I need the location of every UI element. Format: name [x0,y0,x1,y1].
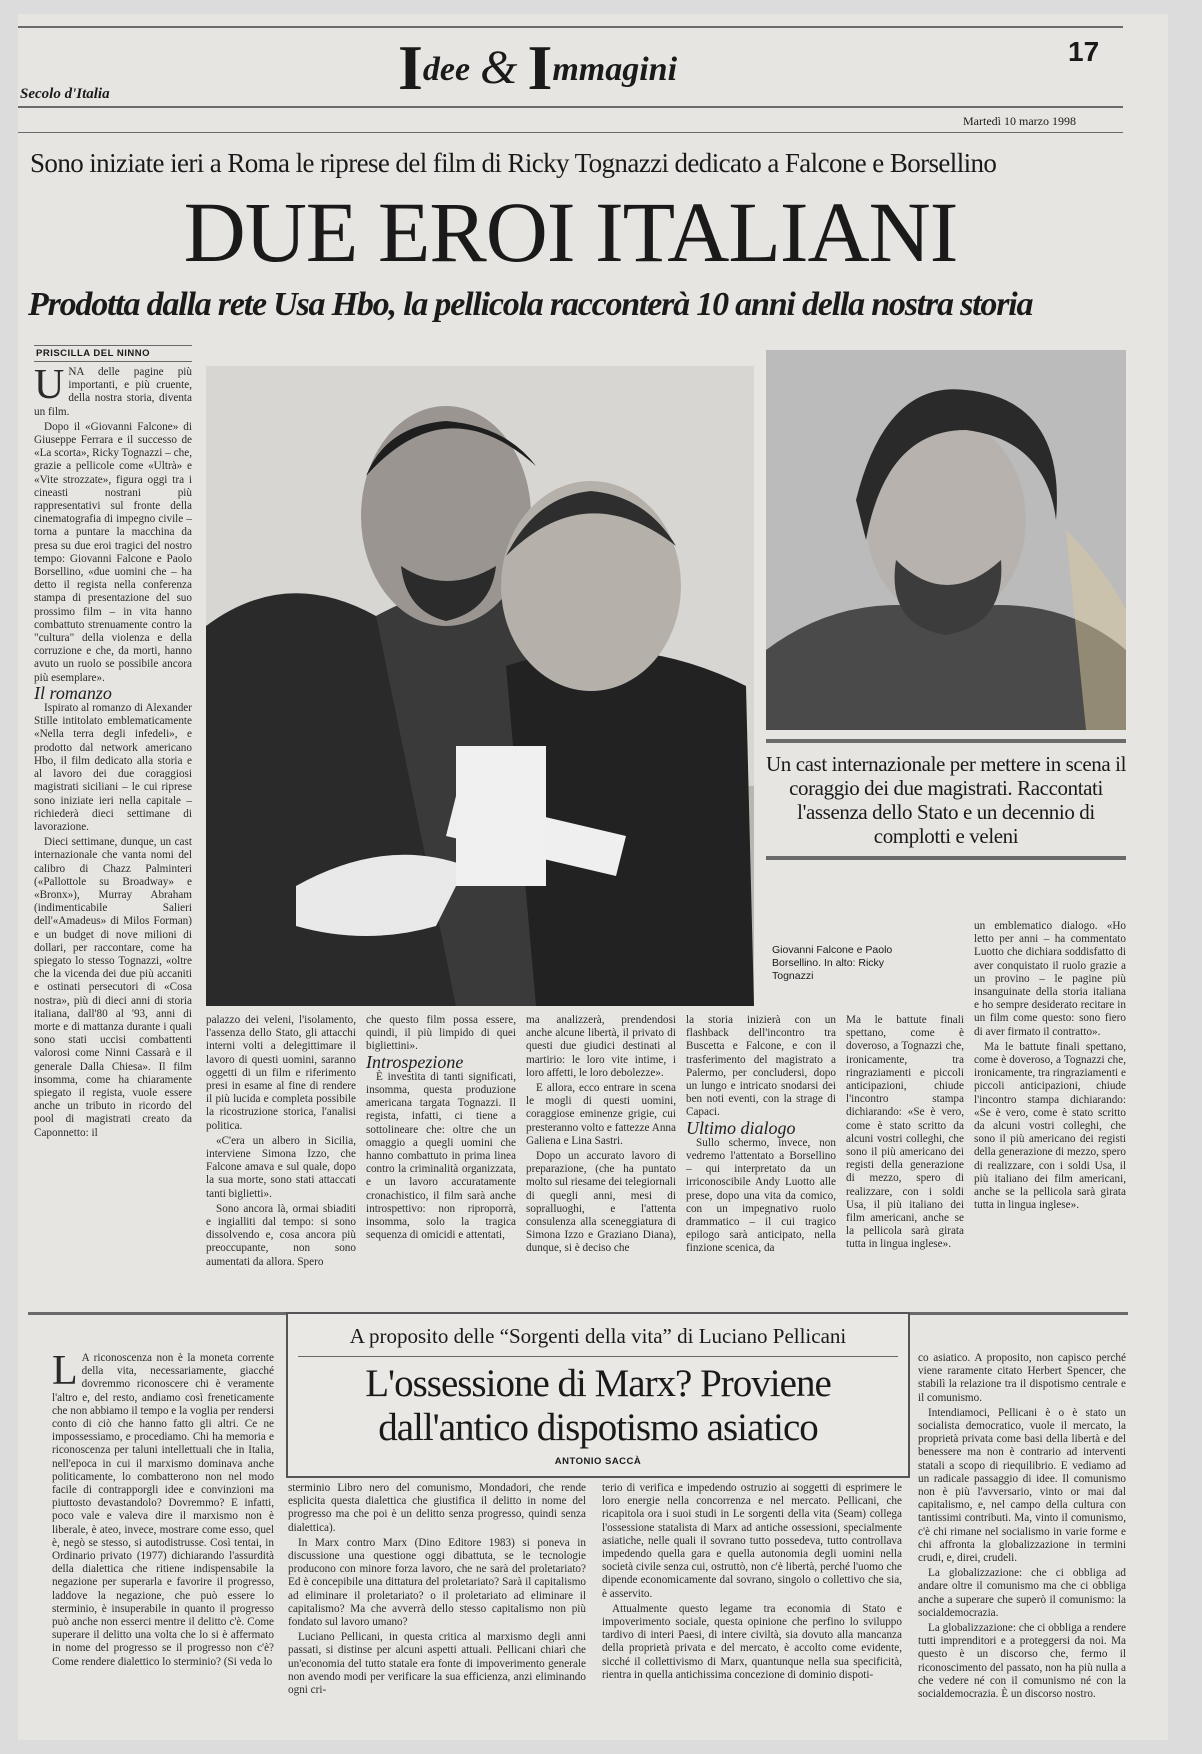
article2-byline: ANTONIO SACCÀ [554,1456,642,1467]
byline: PRISCILLA DEL NINNO [36,348,151,359]
section-initial-1: I [398,32,423,103]
photo-tognazzi [766,350,1126,730]
byline-rule-bottom [34,361,192,362]
newspaper-name: Secolo d'Italia [20,86,110,102]
pullquote-rule-bottom [766,856,1126,860]
subhead-romanzo: Il romanzo [34,682,112,703]
date: Martedì 10 marzo 1998 [963,114,1076,128]
photo-caption: Giovanni Falcone e Paolo Borsellino. In alto: Ricky Tognazzi [772,944,893,982]
newspaper-page [18,14,1168,1740]
article2-kicker-rule [298,1356,898,1357]
photo-graphic [206,366,754,1006]
masthead-rule [18,106,1123,108]
date-rule [18,132,1123,133]
article2-headline-1: L'ossessione di Marx? Proviene [365,1362,831,1405]
article2-header-box [286,1312,910,1478]
article2-column-3: terio di verifica e impedendo ostruzio ai soggetti di esprimere le loro energie nella concorrenza e nel mercato. Pellicani, che ricapitola ora i suoi studi in Le sorgenti della vita (Seam) collega l'ossessione statalista di Marx ad antiche ossessioni, specialmente asiatiche, nelle quali il sovrano tutto possedeva, tutto controllava impedendo quella gara e quella autonomia degli uomini nella società civile senza cui, ostruttò, non c'è libertà, perché l'uomo che dipende economicamente dal sovrano, singolo o collettivo che sia, è asservito. Attualmente questo legame tra economia di Stato e impoverimento sociale, questa opinione che perfino lo sviluppo tardivo di interi Paesi, di intere civiltà, sia dovuto alla mancanza della proprietà privata e del mercato, è accolto come evidente, sicché il collettivismo di Marx, quantunque nella sua specificità, rientra in quella antichissima concezione di dominio dispoti- [602,1482,902,1681]
article2-column-1: L A riconoscenza non è la moneta corrente della vita, necessariamente, giacché dovremmo riconoscere chi è veramente l'altro e, del resto, andiamo così freneticamente che non abbiamo il tempo e la voglia per rendersi conto di ciò che hanno fatto gli altri. Ce ne impossessiamo, e procediamo. Chi ha memoria e riconoscenza per taluni intellettuali che in Italia, nell'epoca in cui il marxismo dominava anche politicamente, lo combatterono non nel modo facile di contrapporgli idee e convinzioni ma piuttosto devastandolo? Dovremmo? E infatti, poco vale e valeva dire il marxismo non è liberale, è ateo, invece, mostrare come esso, quel è, negò se stesso, si autodistrusse. Così tentai, in Ordinario privato (1977) dichiarando l'assurdità della dialettica che ritiene indispensabile la negazione per superarla e favorire il progresso, laddove la negazione, che può essere lo sterminio, è insuperabile in quanto il progresso può anche non esserci mentre il delitto c'è. Come superare il delitto una volta che lo si è affermato in nome del progresso se il progresso non c'è? Come rendere dialettico lo sterminio? (Si veda lo [52,1352,274,1668]
article-column-2: palazzo dei veleni, l'isolamento, l'assenza dello Stato, gli attacchi interni volti a delegittimare il lavoro di questi uomini, saranno oggetti di un film e riferimento presi in esame al fine di rendere il più lucida e completa possibile la ricostruzione storica, l'analisi politica. «C'era un albero in Sicilia, interviene Simona Izzo, che Falcone amava e sul quale, dopo la sua morte, sono stati attaccati tanti biglietti». Sono ancora là, ormai sbiaditi e ingialliti dal tempo: si sono dissolvendo e, cosa ancora più preoccupante, non sono aumentati da allora. Spero [206,1014,356,1268]
article-column-4: ma analizzerà, prendendosi anche alcune libertà, il privato di questi due giudici destinati al martirio: le loro vite intime, i loro affetti, le loro debolezze». E allora, ecco entrare in scena le mogli di questi uomini, coraggiose eminenze grigie, cui presteranno volto e fattezze Anna Galiena e Lina Sastri. Dopo un accurato lavoro di preparazione, (che ha puntato molto sul riesame dei telegiornali di quegli anni, mesi di sopralluoghi, e l'attenta consulenza alla sceneggiatura di Simona Izzo e Graziano Diana), dunque, si è deciso che [526,1014,676,1255]
article-column-6: Ma le battute finali spettano, come è doveroso, a Tognazzi che, ironicamente, tra ringraziamenti e piccoli anticipazioni, chiude l'incontro stampa dichiarando: «Se è vero, come è stato scritto da alcuni vostri colleghi, che sono il più americano dei registi della generazione di mezzo, spero di realizzare, con i soldi Usa, il più italiano dei film americani, anche se la pellicola sarà girata tutta in lingua inglese». [846,1014,964,1251]
ampersand: & [480,41,518,94]
article2-column-2: sterminio Libro nero del comunismo, Mondadori, che rende esplicita questa dialettica che giustifica il delitto in nome del progresso ma che poi è un delitto senza progresso, quindi senza dialettica). In Marx contro Marx (Dino Editore 1983) si poneva in discussione una questione oggi dibattuta, se le tecnologie producono con minore forza lavoro, che ne sarà del proletariato? Ed è concepibile una dittatura del proletariato? Sarà il capitalismo ad eliminare il proletariato? o il proletariato ad eliminare il capitalismo? Ma che avverrà dello stesso capitalismo non più fondato sul lavoro umano? Luciano Pellicani, in questa critica al marxismo degli anni passati, si distinse per alcuni aspetti attuali. Pellicani chiarì che un'economia del tutto statale era fonte di impoverimento generale non avendo modi per verificare la sua efficienza, anzi eliminando ogni cri- [288,1482,586,1697]
subhead-ultimo-dialogo: Ultimo dialogo [686,1117,796,1138]
subhead-introspezione: Introspezione [366,1051,464,1072]
section-word-2: mmagini [552,51,678,88]
top-rule [18,26,1123,28]
article-column-1: UNA delle pagine più importanti, e più cruente, della nostra storia, diventa un film. Dopo il «Giovanni Falcone» di Giuseppe Ferrara e il successo de «La scorta», Ricky Tognazzi – che, grazie a pellicole come «Ultrà» e «Vite strozzate», figura oggi tra i cineasti nostrani più rappresentativi sul fronte della cinematografia di impegno civile – torna a puntare la macchina da presa su due eroi tragici del nostro tempo: Giovanni Falcone e Paolo Borsellino, «due uomini che – ha detto il regista nella conferenza stampa di presentazione del suo prossimo film – in vita hanno combattuto strenuamente contro la "cultura" della violenza e della corruzione e che, da morti, hanno avuto un ruolo se possibile ancora più esemplare». Il romanzo Ispirato al romanzo di Alexander Stille intitolato emblematicamente «Nella terra degli infedeli», e prodotto dal network americano Hbo, il film dedicato alla storia e al lavoro dei due coraggiosi magistrati siciliani – le cui riprese sono iniziate ieri nella capitale – richiederà dieci settimane di lavorazione. Dieci settimane, dunque, un cast internazionale che vanta nomi del calibro di Chazz Palminteri («Pallottole su Broadway» e «Bronx»), Murray Abraham (indimenticabile Salieri dell'«Amadeus» di Milos Forman) e un budget di nove milioni di dollari, per raccontare, come ha spiegato lo stesso Tognazzi, «oltre che la vicenda dei due più accaniti e ostinati persecutori di «Cosa nostra», più di dieci anni di storia italiana, dall'80 al '93, anni di morte e di mattanza durante i quali sono stati uccisi combattenti valorosi come Ninni Cassarà e il generale Dalla Chiesa». Il film insomma, come ha chiaramente spiegato il regista, vuole essere anche un tributo in ricordo del pool di magistrati creato da Caponnetto: il [34,366,192,1139]
article-column-right: un emblematico dialogo. «Ho letto per anni – ha commentato Luotto che dichiara soddisfatto di aver conquistato il ruolo grazie a un provino – le pagine più insanguinate della storia italiana e ho sempre desiderato recitare in un film come questo: sono fiero di aver firmato il contratto». Ma le battute finali spettano, come è doveroso, a Tognazzi che, ironicamente, tra ringraziamenti e piccoli anticipazioni, chiude l'incontro stampa dichiarando: «Se è vero, come è stato scritto da alcuni vostri colleghi, che sono il più americano dei registi della generazione di mezzo, spero di realizzare, con i soldi Usa, il più italiano dei film americani, anche se la pellicola sarà girata tutta in lingua inglese». [974,920,1126,1212]
section-word-1: dee [422,51,471,88]
pullquote: Un cast internazionale per mettere in scena il coraggio dei due magistrati. Raccontati l'assenza dello Stato e un decennio di complotti e veleni [766,752,1127,848]
article2-column-4: co asiatico. A proposito, non capisco perché viene raramente citato Herbert Spencer, che stabilì la relazione tra il dispotismo centrale e il comunismo. Intendiamoci, Pellicani è o è stato un socialista democratico, vuole il mercato, la proprietà privata come basi della libertà e del benessere ma non è contrario ad interventi statali a scopo di riequilibrio. E vediamo ad un radicale passaggio di idee. Il comunismo non è più l'avversario, vinto or mai dal capitalismo, e, nel campo della cultura con tantissimi contributi. Ma, vinto il comunismo, c'è chi rimane nel socialismo in varie forme e chi affronta la globalizzazione in termini crudi, e, direi, crudeli. La globalizzazione: che ci obbliga ad andare oltre il comunismo ma che ci obbliga anche a superare che superò il comunismo: la socialdemocrazia. La globalizzazione: che ci obbliga a rendere tutti imprenditori e a proteggersi da noi. Ma questo è un discorso che, fermo il riconoscimento del passato, non ha più nulla a che vedere né con il comunismo né con la socialdemocrazia. È un discorso nostro. [918,1352,1126,1701]
pullquote-rule-top [766,739,1126,743]
tognazzi-graphic [766,350,1126,730]
dropcap: U [34,366,65,408]
page-number: 17 [1068,36,1100,67]
photo-falcone-borsellino [206,366,754,1006]
section-title [398,32,678,103]
headline: DUE EROI ITALIANI [183,184,958,280]
article-column-3: che questo film possa essere, quindi, il più limpido di quei bigliettini». Introspezione È investita di tanti significati, insomma, questa produzione americana targata Tognazzi. Il regista, infatti, ci tiene a sottolineare che: oltre che un omaggio a quegli uomini che hanno combattuto in prima linea contro la criminalità organizzata, e un lavoro accuratamente cronachistico, il film sarà anche introspettivo: non riproporrà, insomma, solo la tragica sequenza di omicidi e attentati, [366,1014,516,1242]
article-column-5: la storia inizierà con un flashback dell'incontro tra Buscetta e Falcone, e con il trasferimento del magistrato a Palermo, per concludersi, dopo un lungo e intricato snodarsi dei ben noti eventi, con la strage di Capaci. Ultimo dialogo Sullo schermo, invece, non vedremo l'attentato a Borsellino – qui interpretato da un irriconoscibile Andy Luotto alle prese, dopo una vita da comico, con un impegnativo ruolo drammatico – il cui tragico epilogo sarà anticipato, nella finzione scenica, da [686,1014,836,1255]
article2-dropcap: L [52,1352,78,1394]
article2-kicker: A proposito delle “Sorgenti della vita” di Luciano Pellicani [349,1324,847,1348]
section-initial-2: I [527,32,553,103]
byline-rule-top [34,345,192,346]
article2-headline-2: dall'antico dispotismo asiatico [378,1406,818,1449]
kicker: Sono iniziate ieri a Roma le riprese del film di Ricky Tognazzi dedicato a Falcone e Borsellino [30,148,997,178]
subheadline: Prodotta dalla rete Usa Hbo, la pellicola racconterà 10 anni della nostra storia [28,286,1033,323]
